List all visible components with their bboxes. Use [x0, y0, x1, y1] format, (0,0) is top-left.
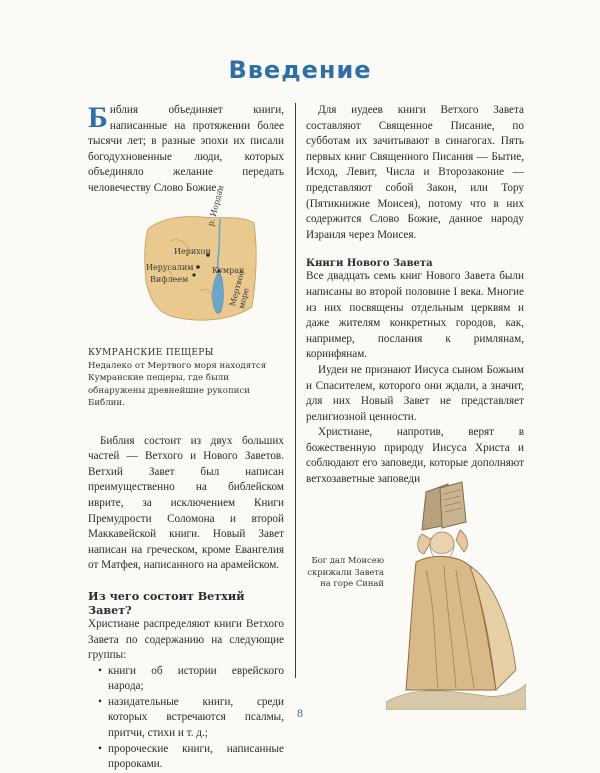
- map-label-bethlehem: Вифлеем: [150, 274, 189, 284]
- moses-illustration: [386, 470, 526, 710]
- map-caption-title: КУМРАНСКИЕ ПЕЩЕРЫ: [88, 347, 214, 358]
- left-column: [88, 103, 284, 773]
- column-divider: [295, 103, 296, 678]
- map-label-jericho: Иерихон: [174, 246, 211, 256]
- old-testament-heading: Из чего состоит Ветхий Завет?: [88, 588, 245, 617]
- page-number: 8: [297, 706, 303, 720]
- list-item: • пророческие книги, написанные пророками.: [88, 742, 284, 773]
- new-testament-paragraph: Все двадцать семь книг Нового Завета были написаны во второй половине I века. Многие из них посвящены отдельным церквям и даже жителям конкретных городов, как, например, послания к римлянам, коринфянам.: [306, 270, 524, 361]
- christians-paragraph: Христиане, напротив, верят в божественную природу Иисуса Христа и соблюдают его заповеди, которые дополняют ветхозаветные заповеди: [306, 426, 524, 486]
- bible-parts-paragraph: Библия состоит из двух больших частей — Ветхого и Нового Заветов. Ветхий Завет был написан преимущественно на библейском иврите, за исключением Книги Премудрости Соломона и второй Маккавейской книги. Новый Завет написан на греческом, кроме Евангелия от Матфея, написанного на арамейском.: [88, 434, 284, 572]
- old-testament-intro: Христиане распределяют книги Ветхого Завета по содержанию на следующие группы:: [88, 617, 284, 662]
- page-title: Введение: [228, 56, 372, 84]
- map-label-jordan: р. Иордан: [206, 183, 226, 227]
- map-label-dead-sea: Мертвое море: [228, 269, 251, 310]
- new-testament-heading: Книги Нового Завета: [306, 258, 433, 270]
- torah-paragraph: Для иудеев книги Ветхого Завета составляют Священное Писание, по субботам их зачитывают в синагогах. Пять первых книг Священного Писания — Бытие, Исход, Левит, Числа и Второзаконие — представляют собой Закон, или Тору (Пятикнижие Моисея), потому что в них содержится Слово Божие, данное народу Израиля через Моисея.: [306, 104, 524, 241]
- intro-paragraph: [88, 103, 284, 197]
- map-label-jerusalem: Иерусалим: [146, 262, 194, 272]
- right-column: [306, 103, 524, 488]
- jews-paragraph: Иудеи не признают Иисуса сыном Божьим и Спасителем, которого они ждали, а значит, для них Новый Завет не представляет религиозной ценности.: [306, 363, 524, 423]
- list-item: • книги об истории еврейского народа;: [88, 664, 284, 695]
- list-item: • назидательные книги, среди которых встречаются псалмы, притчи, стихи и т. д.;: [88, 695, 284, 742]
- qumran-map: [140, 183, 260, 326]
- intro-text: иблия объединяет книги, написанные на протяжении более тысячи лет; в разные эпохи их писали богодухновенные люди, которых объединяло желание передать человечеству Слово Божие.: [88, 104, 284, 194]
- drop-cap: Б: [88, 101, 108, 134]
- map-caption-text: Недалеко от Мертвого моря находятся Кумранские пещеры, где были обнаружены древнейшие рукописи Библии.: [88, 360, 267, 409]
- map-label-qumran: Кумран: [212, 265, 245, 275]
- moses-caption: Бог дал Моисею скрижали Завета на горе Синай: [307, 555, 384, 588]
